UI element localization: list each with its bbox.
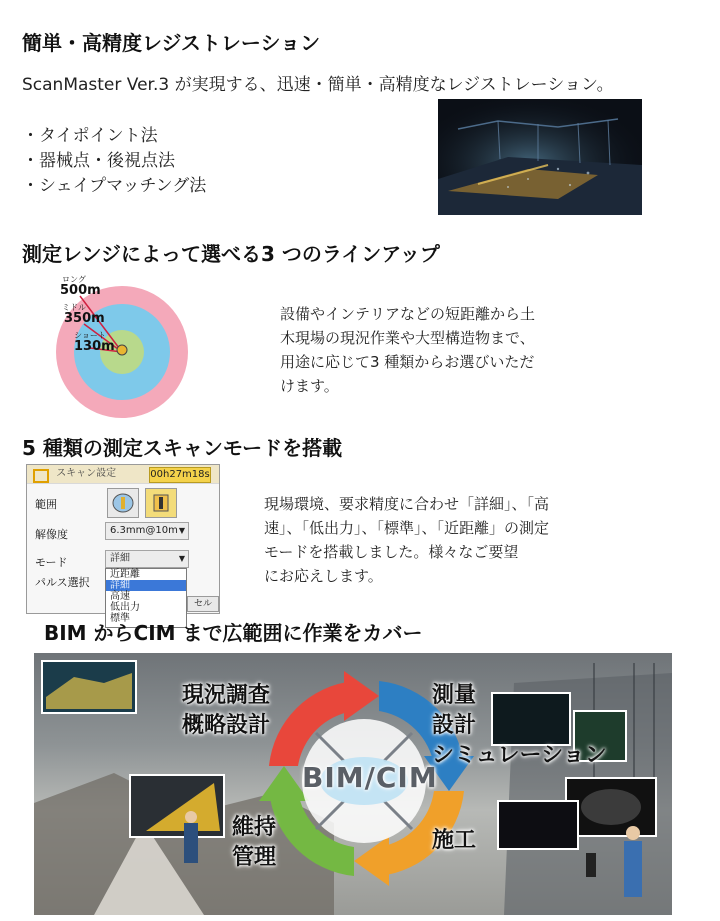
range-short-value: 130m [74, 339, 115, 354]
modes-line: モードを搭載しました。様々なご要望 [264, 543, 519, 561]
resolution-value: 6.3mm@10m [110, 525, 178, 536]
maintain-line: 維持 [232, 815, 277, 840]
range-long-value: 500m [60, 283, 101, 298]
lineup-description [280, 302, 610, 398]
section-heading-lineup: 測定レンジによって選べる3 つのラインアップ [22, 242, 440, 266]
mode-option-selected[interactable]: 詳細 [106, 580, 186, 591]
point-cloud-photo [438, 99, 642, 215]
section-heading-scan-modes: 5 種類の測定スキャンモードを搭載 [22, 436, 343, 460]
pulse-field-label: パルス選択 [35, 576, 90, 589]
registration-lead: ScanMaster Ver.3 が実現する、迅速・簡単・高精度なレジストレーション。 [22, 75, 614, 95]
mode-select[interactable] [105, 550, 189, 568]
maintenance-label [232, 813, 276, 873]
range-short-label: ショート [74, 331, 106, 340]
lineup-line: けます。 [280, 377, 339, 395]
lineup-line: 設備やインテリアなどの短距離から土 [280, 305, 536, 323]
scan-settings-panel [26, 464, 220, 624]
chevron-down-icon: ▼ [178, 526, 185, 535]
method-item: ・器械点・後視点法 [22, 151, 175, 171]
range-middle-label: ミドル [62, 303, 86, 312]
registration-methods [22, 124, 206, 199]
scan-settings-body [27, 484, 219, 624]
scan-modes-description [264, 492, 624, 588]
measure-design-sim-label [432, 681, 607, 771]
mode-option[interactable]: 低出力 [110, 602, 140, 613]
mode-option[interactable]: 標準 [110, 613, 130, 624]
bim-cim-center-label: BIM/CIM [302, 761, 438, 794]
mode-option[interactable]: 近距離 [110, 569, 140, 580]
lineup-line: 用途に応じて3 種類からお選びいただ [280, 353, 535, 371]
modes-line: 速」、「低出力」、「標準」、「近距離」の測定 [264, 519, 550, 537]
measure-line: 測量 [432, 683, 477, 708]
range-long-label: ロング [62, 275, 86, 284]
modes-line: 現場環境、要求精度に合わせ「詳細」、「高 [264, 495, 550, 513]
scanner-icon [117, 345, 127, 355]
survey-line: 概略設計 [182, 713, 271, 738]
scan-settings-title: スキャン設定 [56, 468, 117, 479]
section-heading-bim-cim: BIM からCIM まで広範囲に作業をカバー [44, 621, 423, 645]
cancel-button[interactable]: セル [187, 596, 219, 612]
section-heading-registration: 簡単・高精度レジストレーション [22, 31, 321, 55]
method-item: ・タイポイント法 [22, 126, 158, 146]
measure-line: シミュレーション [432, 743, 607, 768]
range-field-label: 範囲 [35, 498, 57, 511]
modes-line: にお応えします。 [264, 567, 383, 585]
method-item: ・シェイプマッチング法 [22, 176, 207, 196]
mode-value: 詳細 [110, 553, 130, 564]
mode-field-label: モード [35, 556, 68, 569]
maintain-line: 管理 [232, 845, 277, 870]
bim-cim-graphic [34, 653, 672, 915]
chevron-down-icon: ▼ [178, 554, 185, 563]
survey-line: 現況調査 [182, 683, 271, 708]
scan-settings-icon [33, 469, 49, 483]
range-partial-button[interactable] [145, 488, 177, 518]
measure-line: 設計 [432, 713, 477, 738]
range-middle-value: 350m [64, 311, 105, 326]
range-full-button[interactable] [107, 488, 139, 518]
survey-design-label [182, 681, 270, 741]
lineup-line: 木現場の現況作業や大型構造物まで、 [280, 329, 535, 347]
range-diagram [40, 272, 190, 420]
construction-label: 施工 [432, 828, 477, 853]
resolution-select[interactable] [105, 522, 189, 540]
mode-option[interactable]: 高速 [110, 591, 130, 602]
scan-timer: 00h27m18s [149, 467, 211, 483]
resolution-field-label: 解像度 [35, 528, 68, 541]
